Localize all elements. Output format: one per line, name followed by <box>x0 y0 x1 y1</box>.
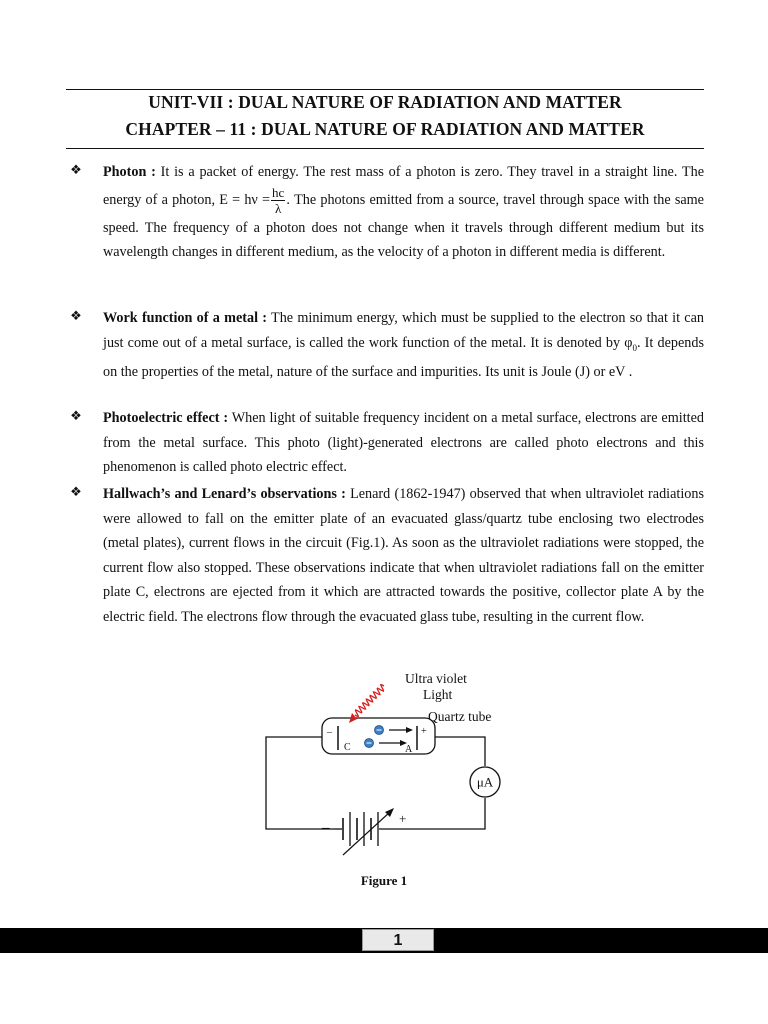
fraction-denominator: λ <box>275 200 282 216</box>
work-function-symbol-subscript: 0 <box>632 342 637 353</box>
microammeter-label: μA <box>476 774 494 790</box>
label-a: A <box>405 744 413 755</box>
battery-plus-sign: + <box>399 811 407 826</box>
diamond-bullet-icon: ❖ <box>70 409 82 424</box>
battery-minus-sign: – <box>322 820 330 836</box>
work-function-symbol: φ <box>624 334 633 351</box>
photoelectric-term: Photoelectric effect : <box>103 410 229 426</box>
diamond-bullet-icon: ❖ <box>70 485 82 500</box>
photon-text-2: . The photons emitted from a source, travel through space with the same speed. The frequency of a photon does not change when it travels through different medium but its wavelength changes in different medium, as the velocity of a photon in different media is different. <box>103 191 704 261</box>
chapter-heading: CHAPTER – 11 : DUAL NATURE OF RADIATION AND MATTER <box>125 119 645 139</box>
diamond-bullet-icon: ❖ <box>70 309 82 324</box>
diamond-bullet-icon: ❖ <box>70 163 82 178</box>
label-quartz-tube: Quartz tube <box>428 709 492 724</box>
work-function-text-1: The minimum energy, which must be supplied to the electron so that it can just come out of a metal surface, is called the work function of the metal. It is denoted by <box>103 310 704 351</box>
arrow-head-icon <box>406 727 413 733</box>
work-function-text-2: . It depends on the properties of the metal, nature of the surface and impurities. Its unit is Joule (J) or eV . <box>103 334 704 381</box>
hallwach-lenard-text: Lenard (1862-1947) observed that when ultraviolet radiations were allowed to fall on the emitter plate of an evacuated glass/quartz tube enclosing two electrodes (metal plates), current flows in the circuit (Fig.1). As soon as the ultraviolet radiations were stopped, the current flow also stopped. These observations indicate that when ultraviolet radiations fall on the emitter plate C, electrons are ejected from it which are attracted towards the positive, collector plate A by the electric field. The electrons flow through the evacuated glass tube, resulting in the current flow. <box>103 486 704 625</box>
unit-heading: UNIT-VII : DUAL NATURE OF RADIATION AND MATTER <box>148 92 622 112</box>
collector-plus-sign: + <box>421 726 427 737</box>
uv-wave-path <box>355 685 384 717</box>
photoelectric-text: When light of suitable frequency incident on a metal surface, electrons are emitted from the metal surface. This photo (light)-generated electrons are called photo electrons and this phenomenon is called photo electric effect. <box>103 410 704 476</box>
work-function-term: Work function of a metal : <box>103 310 268 326</box>
page-number: 1 <box>362 929 434 951</box>
electron-flow-arrows <box>379 730 409 743</box>
variable-battery <box>334 812 396 855</box>
photon-text-1: It is a packet of energy. The rest mass of a photon is zero. They travel in a straight line. The energy of a photon, <box>103 164 704 208</box>
label-c: C <box>344 742 351 753</box>
figure-caption: Figure 1 <box>360 873 408 888</box>
quartz-tube <box>322 718 435 754</box>
hallwach-lenard-term: Hallwach’s and Lenard’s observations : <box>103 486 346 502</box>
label-ultra-violet: Ultra violet <box>405 671 467 686</box>
photon-term: Photon : <box>103 164 156 180</box>
label-light: Light <box>423 687 453 702</box>
emitter-minus-sign: – <box>327 727 332 738</box>
circuit-wires <box>266 737 485 829</box>
photon-formula-lhs: E = hν = <box>219 191 271 208</box>
uv-light-ray-icon <box>355 685 384 717</box>
fraction-numerator: hc <box>272 184 285 200</box>
